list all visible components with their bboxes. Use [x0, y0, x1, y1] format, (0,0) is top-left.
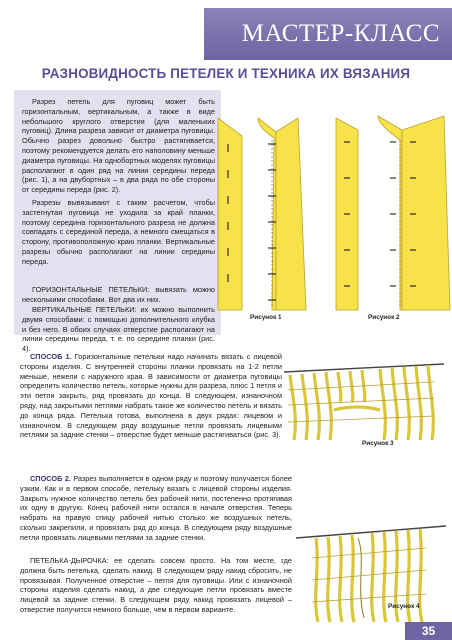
- method-1-lead: СПОСОБ 1.: [30, 352, 72, 361]
- method-2-lead: СПОСОБ 2.: [30, 474, 71, 483]
- intro-paragraph-3: [22, 285, 215, 305]
- method-2-text: Разрез выполняется в одном ряду и поэтому получается более узким. Как и в первом способе, петельку вязать с лицевой стороны изделия. Закрыть нужное количество петель без рабочей нити, постепенно протягивая их одну в другую. Конец рабочей нити остался в начале отверстия. Теперь набрать на правую спицу рабочей нитью столько же воздушных петель, сколько закрепили, и провязать ряд до конца. В следующем ряду воздушные петли провязать лицевыми петлями за задние стенки.: [20, 474, 293, 542]
- page-number: 35: [405, 622, 452, 640]
- vertical-lead: ВЕРТИКАЛЬНЫЕ ПЕТЕЛЬКИ:: [32, 305, 137, 314]
- figure-3-caption: Рисунок 3: [362, 440, 394, 447]
- intro-paragraph-2: Разрезы вывязывают с таким расчетом, чтобы застегнутая пуговица не уходила за край планки, поэтому середина горизонтального разреза не должна совпадать с серединой переда, а немного смещаться в сторону, противоположную краю планки. Вертикальные разрезы обычно располагают на линии середины переда.: [22, 198, 215, 266]
- eyelet-paragraph: [20, 556, 292, 615]
- intro-paragraph-1: Разрез петель для пуговиц может быть горизонтальным, вертикальным, а также в виде небольшого круглого отверстия (для маленьких пуговиц). Длина разреза зависит от диаметра пуговицы. Обычно разрез довольно быстро растягивается, поэтому рекомендуется делать его наполовину меньше диаметра пуговицы. На однобортных моделях пуговицы располагают в один ряд на линии середины переда (рис. 1), а на двубортных – в два ряда по обе стороны от середины переда (рис. 2).: [22, 97, 215, 195]
- figure-1-caption: Рисунок 1: [250, 314, 282, 321]
- figure-2-drawing: [336, 116, 450, 310]
- figure-1-2-illustration: [214, 100, 452, 330]
- method-1-text: Горизонтальные петельки надо начинать вязать с лицевой стороны изделия. С внутренней стороны планки провязать на 1-2 петли меньше, нежели с наружного края. В зависимости от диаметра пуговицы определить количество петель, которые нужны для разреза, плюс 1 петля и эти петли закрыть, ряд провязать до конца. В следующем, изнаночном ряду, над закрытыми петлями набрать такое же количество петель и вязать до конца ряда. Петелька готова, выполнена в двух рядах: лицевом и изнаночном. В следующем ряду воздушные петли провязать лицевыми петлями за задние стенки – отверстие будет меньше растягиваться (рис. 3).: [20, 352, 282, 440]
- method-1-paragraph: [20, 352, 282, 440]
- figure-1-drawing: [218, 118, 306, 310]
- horizontal-text: вывязать можно несколькими способами. Вот два их них.: [22, 285, 215, 304]
- method-2-paragraph: [20, 474, 292, 543]
- figure-4-illustration: [296, 518, 446, 630]
- intro-paragraph-4: [22, 305, 215, 354]
- figure-3-illustration: [284, 350, 444, 450]
- horizontal-lead: ГОРИЗОНТАЛЬНЫЕ ПЕТЕЛЬКИ:: [32, 285, 150, 294]
- eyelet-lead: ПЕТЕЛЬКА-ДЫРОЧКА:: [30, 556, 109, 565]
- eyelet-text: ее сделать совсем просто. На том месте, где должна быть петелька, сделать накид. В следующем ряду накид сбросить, не провязывая. Полученное отверстие – петля для пуговицы. Или с изнаночной стороны изделия сделать накид, а две следующие петли провязать вместе лицевой за задние стенки. В следующем ряду накид провязать лицевой – отверстие получится немного больше, чем в первом варианте.: [20, 556, 293, 614]
- page-title: РАЗНОВИДНОСТЬ ПЕТЕЛЕК И ТЕХНИКА ИХ ВЯЗАНИЯ: [41, 66, 411, 81]
- vertical-text: их можно выполнить двумя способами: с помощью дополнительного клубка и без него. В обоих случаях отверстие располагают на линии середины переда, т. е. по середине планки (рис. 4).: [22, 305, 215, 354]
- figure-2-caption: Рисунок 2: [368, 314, 400, 321]
- figure-4-caption: Рисунок 4: [388, 603, 420, 610]
- section-title: МАСТЕР-КЛАСС: [241, 20, 440, 47]
